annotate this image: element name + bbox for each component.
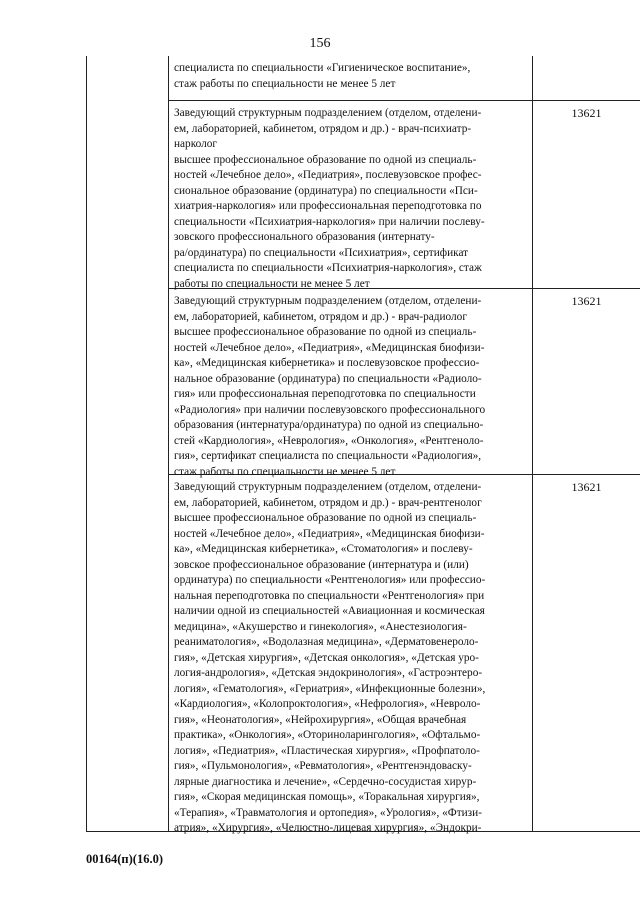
table-column-divider [168, 56, 169, 832]
document-code-footer: 00164(п)(16.0) [86, 852, 163, 866]
table-row-divider [168, 100, 640, 101]
table-row-text: Заведующий структурным подразделением (отделом, отделени- ем, лабораторией, кабинетом, отрядом и др.) - врач-рентгенолог высшее профессиональное образование по одной из специаль- ностей «Лечебное дело», «Педиатрия», «Медицинская биофизи- ка», «Медицинская кибернетика», «Стоматология» и послеву- зовское профессиональное образование (интернатура и (или) ординатура) по специальности «Рентгенология» или профессио- нальная переподготовка по специальности «Рентгенология» при наличии одной из специальностей «Авиационная и космическая медицина», «Акушерство и гинекология», «Анестезиология- реаниматология», «Водолазная медицина», «Дерматовенероло- гия», «Детская хирургия», «Детская онкология», «Детская уро- логия-андрология», «Детская эндокринология», «Гастроэнтеро- логия», «Гематология», «Гериатрия», «Инфекционные болезни», «Кардиология», «Колопроктология», «Нефрология», «Невроло- гия», «Неонатология», «Нейрохирургия», «Общая врачебная практика», «Онкология», «Оториноларингология», «Офтальмо- логия», «Педиатрия», «Пластическая хирургия», «Профпатоло- гия», «Пульмонология», «Ревматология», «Рентгенэндоваску- лярные диагностика и лечение», «Сердечно-сосудистая хирур- гия», «Скорая медицинская помощь», «Торакальная хирургия», «Терапия», «Травматология и ортопедия», «Урология», «Фтизи- атрия», «Хирургия», «Челюстно-лицевая хирургия», «Эндокри- [174, 481, 486, 834]
table-column-divider [532, 56, 533, 832]
table-border-left [86, 56, 87, 832]
page-number: 156 [309, 36, 331, 51]
table-row-text: Заведующий структурным подразделением (отделом, отделени- ем, лабораторией, кабинетом, отрядом и др.) - врач-психиатр- нарколог высшее профессиональное образование по одной из специаль- ностей «Лечебное дело», «Педиатрия», послевузовское профес- сиональное образование (ординатура) по специальности «Пси- хиатрия-наркология» или профессиональная переподготовка по специальности «Психиатрия-наркология» при наличии послеву- зовского профессионального образования (интернату- ра/ординатура) по специальности «Психиатрия», сертификат специалиста по специальности «Психиатрия-наркология», стаж работы по специальности не менее 5 лет [174, 107, 485, 290]
table-row-code: 13621 [571, 106, 602, 120]
table-row-code: 13621 [571, 294, 602, 308]
table-row-text: специалиста по специальности «Гигиеническое воспитание», стаж работы по специальности не менее 5 лет [174, 62, 471, 90]
table-row-text: Заведующий структурным подразделением (отделом, отделени- ем, лабораторией, кабинетом, отрядом и др.) - врач-радиолог высшее профессиональное образование по одной из специаль- ностей «Лечебное дело», «Педиатрия», «Медицинская биофизи- ка», «Медицинская кибернетика» и послевузовское профессио- нальное образование (ординатура) по специальности «Радиоло- гия» или профессиональная переподготовка по специальности «Радиология» при наличии послевузовского профессионального образования (интернатура/ординатура) по одной из специально- стей «Кардиология», «Неврология», «Онкология», «Рентгеноло- гия», сертификат специалиста по специальности «Радиология», стаж работы по специальности не менее 5 лет [174, 295, 486, 478]
table-row-code: 13621 [571, 480, 602, 494]
